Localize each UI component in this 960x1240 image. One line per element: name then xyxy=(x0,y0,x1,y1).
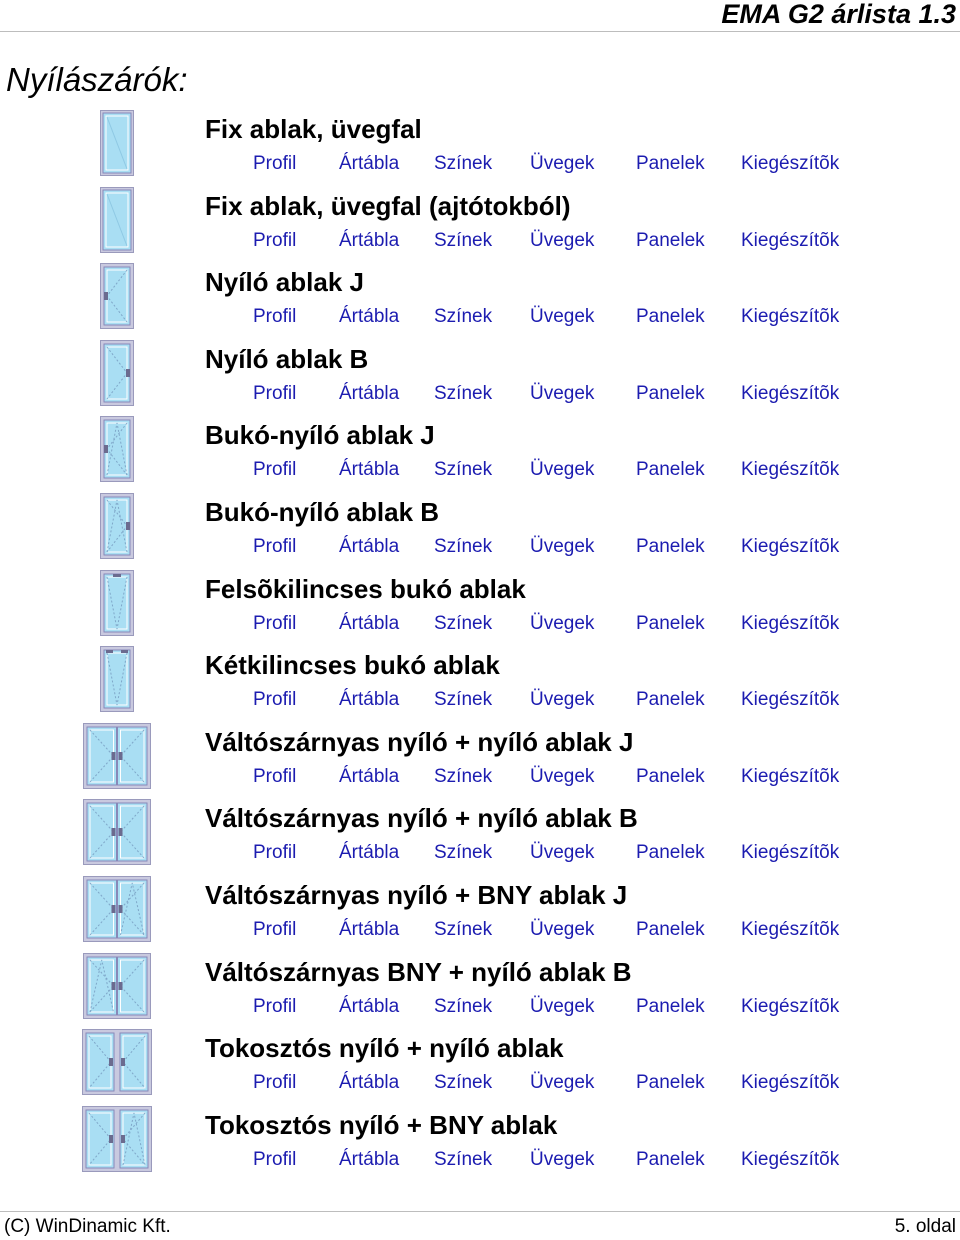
link-panelek[interactable]: Panelek xyxy=(636,689,705,711)
link-uvegek[interactable]: Üvegek xyxy=(530,306,595,328)
link-artabla[interactable]: Ártábla xyxy=(339,842,400,864)
link-artabla[interactable]: Ártábla xyxy=(339,535,400,557)
link-panelek[interactable]: Panelek xyxy=(636,765,705,787)
double-casement-window-left-icon xyxy=(83,799,151,865)
link-szinek[interactable]: Színek xyxy=(434,842,493,864)
link-panelek[interactable]: Panelek xyxy=(636,612,705,634)
link-kiegeszitok[interactable]: Kiegészítõk xyxy=(741,1148,840,1170)
link-artabla[interactable]: Ártábla xyxy=(339,306,400,328)
link-kiegeszitok[interactable]: Kiegészítõk xyxy=(741,229,840,251)
link-artabla[interactable]: Ártábla xyxy=(339,765,400,787)
link-szinek[interactable]: Színek xyxy=(434,765,493,787)
fixed-window-icon xyxy=(100,110,134,176)
product-item xyxy=(0,340,960,417)
mullion-double-casement-icon xyxy=(82,1029,152,1095)
link-artabla[interactable]: Ártábla xyxy=(339,459,400,481)
double-casement-window-right-icon xyxy=(83,723,151,789)
product-title: Tokosztós nyíló + BNY ablak xyxy=(205,1109,558,1140)
link-kiegeszitok[interactable]: Kiegészítõk xyxy=(741,842,840,864)
link-panelek[interactable]: Panelek xyxy=(636,995,705,1017)
link-szinek[interactable]: Színek xyxy=(434,229,493,251)
fixed-door-frame-window-icon xyxy=(100,187,134,253)
link-artabla[interactable]: Ártábla xyxy=(339,1072,400,1094)
product-item xyxy=(0,1029,960,1106)
top-handle-tilt-window-icon xyxy=(100,570,134,636)
document-title: EMA G2 árlista 1.3 xyxy=(721,0,956,29)
product-item xyxy=(0,110,960,187)
link-uvegek[interactable]: Üvegek xyxy=(530,1072,595,1094)
product-item xyxy=(0,570,960,647)
link-profil[interactable]: Profil xyxy=(253,306,297,328)
link-artabla[interactable]: Ártábla xyxy=(339,229,400,251)
double-tilt-turn-casement-left-icon xyxy=(83,953,151,1019)
link-kiegeszitok[interactable]: Kiegészítõk xyxy=(741,995,840,1017)
link-panelek[interactable]: Panelek xyxy=(636,535,705,557)
link-artabla[interactable]: Ártábla xyxy=(339,1148,400,1170)
mullion-casement-tilt-turn-icon xyxy=(82,1106,152,1172)
link-uvegek[interactable]: Üvegek xyxy=(530,689,595,711)
link-profil[interactable]: Profil xyxy=(253,842,297,864)
product-title: Bukó-nyíló ablak J xyxy=(205,420,435,451)
product-item xyxy=(0,646,960,723)
link-kiegeszitok[interactable]: Kiegészítõk xyxy=(741,459,840,481)
link-uvegek[interactable]: Üvegek xyxy=(530,1148,595,1170)
link-profil[interactable]: Profil xyxy=(253,229,297,251)
link-panelek[interactable]: Panelek xyxy=(636,306,705,328)
link-panelek[interactable]: Panelek xyxy=(636,1148,705,1170)
link-szinek[interactable]: Színek xyxy=(434,306,493,328)
link-profil[interactable]: Profil xyxy=(253,535,297,557)
product-title: Nyíló ablak B xyxy=(205,343,369,374)
link-szinek[interactable]: Színek xyxy=(434,918,493,940)
link-uvegek[interactable]: Üvegek xyxy=(530,995,595,1017)
link-artabla[interactable]: Ártábla xyxy=(339,382,400,404)
product-title: Fix ablak, üvegfal (ajtótokból) xyxy=(205,190,571,221)
link-panelek[interactable]: Panelek xyxy=(636,918,705,940)
link-panelek[interactable]: Panelek xyxy=(636,382,705,404)
link-panelek[interactable]: Panelek xyxy=(636,459,705,481)
product-list xyxy=(0,110,960,1182)
link-profil[interactable]: Profil xyxy=(253,765,297,787)
product-title: Váltószárnyas nyíló + nyíló ablak J xyxy=(205,726,634,757)
product-title: Bukó-nyíló ablak B xyxy=(205,496,440,527)
product-title: Váltószárnyas nyíló + BNY ablak J xyxy=(205,879,628,910)
double-casement-tilt-turn-right-icon xyxy=(83,876,151,942)
link-profil[interactable]: Profil xyxy=(253,382,297,404)
product-title: Tokosztós nyíló + nyíló ablak xyxy=(205,1033,564,1064)
product-title: Fix ablak, üvegfal xyxy=(205,114,422,144)
product-item xyxy=(0,187,960,264)
link-profil[interactable]: Profil xyxy=(253,1148,297,1170)
link-profil[interactable]: Profil xyxy=(253,459,297,481)
link-profil[interactable]: Profil xyxy=(253,918,297,940)
product-title: Váltószárnyas nyíló + nyíló ablak B xyxy=(205,803,638,834)
link-panelek[interactable]: Panelek xyxy=(636,229,705,251)
link-szinek[interactable]: Színek xyxy=(434,382,493,404)
link-uvegek[interactable]: Üvegek xyxy=(530,765,595,787)
link-artabla[interactable]: Ártábla xyxy=(339,995,400,1017)
link-szinek[interactable]: Színek xyxy=(434,689,493,711)
section-title: Nyílászárók: xyxy=(6,61,188,98)
link-kiegeszitok[interactable]: Kiegészítõk xyxy=(741,918,840,940)
footer-divider xyxy=(0,1211,960,1212)
product-item xyxy=(0,799,960,876)
link-profil[interactable]: Profil xyxy=(253,153,297,174)
link-artabla[interactable]: Ártábla xyxy=(339,612,400,634)
link-artabla[interactable]: Ártábla xyxy=(339,153,400,174)
footer-copyright: (C) WinDinamic Kft. xyxy=(4,1216,171,1237)
link-kiegeszitok[interactable]: Kiegészítõk xyxy=(741,535,840,557)
product-item xyxy=(0,953,960,1030)
link-uvegek[interactable]: Üvegek xyxy=(530,382,595,404)
double-handle-tilt-window-icon xyxy=(100,646,134,712)
link-profil[interactable]: Profil xyxy=(253,612,297,634)
link-uvegek[interactable]: Üvegek xyxy=(530,459,595,481)
link-uvegek[interactable]: Üvegek xyxy=(530,153,595,174)
product-item xyxy=(0,1106,960,1183)
casement-window-left-icon xyxy=(100,340,134,406)
link-panelek[interactable]: Panelek xyxy=(636,1072,705,1094)
link-szinek[interactable]: Színek xyxy=(434,535,493,557)
tilt-turn-window-left-icon xyxy=(100,493,134,559)
link-uvegek[interactable]: Üvegek xyxy=(530,918,595,940)
product-item xyxy=(0,876,960,953)
link-szinek[interactable]: Színek xyxy=(434,153,493,174)
link-uvegek[interactable]: Üvegek xyxy=(530,535,595,557)
link-szinek[interactable]: Színek xyxy=(434,612,493,634)
link-kiegeszitok[interactable]: Kiegészítõk xyxy=(741,382,840,404)
product-title: Felsõkilincses bukó ablak xyxy=(205,573,526,604)
link-artabla[interactable]: Ártábla xyxy=(339,689,400,711)
link-artabla[interactable]: Ártábla xyxy=(339,918,400,940)
link-uvegek[interactable]: Üvegek xyxy=(530,842,595,864)
link-szinek[interactable]: Színek xyxy=(434,995,493,1017)
link-panelek[interactable]: Panelek xyxy=(636,153,705,174)
link-uvegek[interactable]: Üvegek xyxy=(530,229,595,251)
product-item xyxy=(0,493,960,570)
link-profil[interactable]: Profil xyxy=(253,689,297,711)
link-kiegeszitok[interactable]: Kiegészítõk xyxy=(741,306,840,328)
link-uvegek[interactable]: Üvegek xyxy=(530,612,595,634)
header-divider xyxy=(0,31,960,32)
product-title: Kétkilincses bukó ablak xyxy=(205,650,500,681)
product-title: Váltószárnyas BNY + nyíló ablak B xyxy=(205,956,632,987)
product-item xyxy=(0,263,960,340)
tilt-turn-window-right-icon xyxy=(100,416,134,482)
link-szinek[interactable]: Színek xyxy=(434,1148,493,1170)
casement-window-right-icon xyxy=(100,263,134,329)
link-kiegeszitok[interactable]: Kiegészítõk xyxy=(741,689,840,711)
link-profil[interactable]: Profil xyxy=(253,995,297,1017)
link-kiegeszitok[interactable]: Kiegészítõk xyxy=(741,1072,840,1094)
link-szinek[interactable]: Színek xyxy=(434,1072,493,1094)
footer-page-number: 5. oldal xyxy=(894,1216,956,1237)
product-item xyxy=(0,723,960,800)
product-title: Nyíló ablak J xyxy=(205,267,364,298)
link-kiegeszitok[interactable]: Kiegészítõk xyxy=(741,153,840,174)
link-profil[interactable]: Profil xyxy=(253,1072,297,1094)
link-panelek[interactable]: Panelek xyxy=(636,842,705,864)
product-item xyxy=(0,416,960,493)
link-kiegeszitok[interactable]: Kiegészítõk xyxy=(741,765,840,787)
link-szinek[interactable]: Színek xyxy=(434,459,493,481)
link-kiegeszitok[interactable]: Kiegészítõk xyxy=(741,612,840,634)
